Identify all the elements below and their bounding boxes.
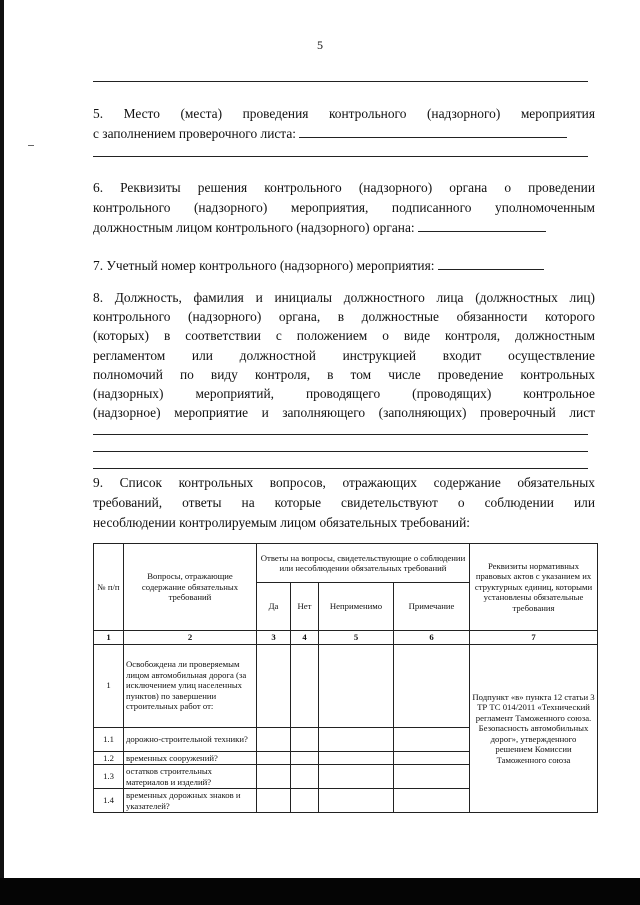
section-8 bbox=[93, 288, 595, 422]
row-num: 1 bbox=[94, 644, 124, 727]
row-question: остатков строительных материалов и изделий? bbox=[124, 765, 257, 789]
scan-edge-bottom bbox=[0, 878, 640, 905]
answer-note-cell[interactable] bbox=[394, 789, 470, 813]
header-no: Нет bbox=[291, 583, 319, 631]
row-num: 1.3 bbox=[94, 765, 124, 789]
section-7-line bbox=[93, 256, 595, 276]
scan-speck bbox=[28, 145, 34, 146]
col-number: 3 bbox=[257, 631, 291, 645]
section-6-line: 6. Реквизиты решения контрольного (надзорного) органа о проведении bbox=[93, 180, 595, 195]
blank-line bbox=[93, 81, 588, 82]
blank-line bbox=[93, 468, 588, 469]
row-num: 1.2 bbox=[94, 751, 124, 765]
section-7 bbox=[93, 256, 595, 276]
answer-note-cell[interactable] bbox=[394, 765, 470, 789]
header-note: Примечание bbox=[394, 583, 470, 631]
section-8-line: полномочий по виду контроля, в том числе проведение контрольных bbox=[93, 366, 595, 382]
header-num: № п/п bbox=[94, 544, 124, 631]
section-7-text: 7. Учетный номер контрольного (надзорного) мероприятия: bbox=[93, 258, 435, 273]
col-number: 4 bbox=[291, 631, 319, 645]
answer-yes-cell[interactable] bbox=[257, 644, 291, 727]
section-5 bbox=[93, 104, 595, 144]
row-question: временных дорожных знаков и указателей? bbox=[124, 789, 257, 813]
header-answers-group: Ответы на вопросы, свидетельствующие о соблюдении или несоблюдении обязательных требований bbox=[257, 544, 470, 583]
header-requisites: Реквизиты нормативных правовых актов с указанием их структурных единиц, которыми установлены обязательные требования bbox=[470, 544, 598, 631]
blank-line bbox=[93, 434, 588, 435]
answer-na-cell[interactable] bbox=[319, 644, 394, 727]
fill-in-field[interactable] bbox=[418, 219, 546, 232]
section-8-line: (надзорное) мероприятие и заполняющего (заполняющих) проверочный лист bbox=[93, 405, 595, 421]
fill-in-field[interactable] bbox=[438, 257, 544, 270]
requisites-cell: Подпункт «в» пункта 12 статьи 3 ТР ТС 014/2011 «Технический регламент Таможенного союза. Безопасность автомобильных дорог», утвержденного решением Комиссии Таможенного союза bbox=[470, 644, 598, 813]
row-num: 1.1 bbox=[94, 727, 124, 751]
answer-note-cell[interactable] bbox=[394, 644, 470, 727]
answer-na-cell[interactable] bbox=[319, 765, 394, 789]
answer-yes-cell[interactable] bbox=[257, 765, 291, 789]
answer-no-cell[interactable] bbox=[291, 751, 319, 765]
section-8-line: (которых) в соответствии с положением о виде контроля, должностным bbox=[93, 328, 595, 344]
section-6-line bbox=[93, 218, 595, 238]
table-row bbox=[94, 644, 598, 727]
answer-note-cell[interactable] bbox=[394, 727, 470, 751]
row-question: временных сооружений? bbox=[124, 751, 257, 765]
section-9-line: требований, ответы на которые свидетельствуют о соблюдении или bbox=[93, 495, 595, 510]
header-questions: Вопросы, отражающие содержание обязательных требований bbox=[124, 544, 257, 631]
section-5-text: с заполнением проверочного листа: bbox=[93, 126, 296, 141]
page-number: 5 bbox=[317, 38, 323, 52]
answer-yes-cell[interactable] bbox=[257, 789, 291, 813]
answer-na-cell[interactable] bbox=[319, 727, 394, 751]
col-number: 5 bbox=[319, 631, 394, 645]
fill-in-field[interactable] bbox=[299, 125, 567, 138]
answer-no-cell[interactable] bbox=[291, 765, 319, 789]
col-number: 1 bbox=[94, 631, 124, 645]
scan-edge-left bbox=[0, 0, 4, 905]
section-6 bbox=[93, 178, 595, 238]
answer-na-cell[interactable] bbox=[319, 789, 394, 813]
answer-no-cell[interactable] bbox=[291, 644, 319, 727]
section-5-line bbox=[93, 124, 595, 144]
answer-na-cell[interactable] bbox=[319, 751, 394, 765]
answer-note-cell[interactable] bbox=[394, 751, 470, 765]
col-number: 2 bbox=[124, 631, 257, 645]
answer-yes-cell[interactable] bbox=[257, 751, 291, 765]
section-6-text: должностным лицом контрольного (надзорного) органа: bbox=[93, 220, 415, 235]
header-na: Неприменимо bbox=[319, 583, 394, 631]
section-8-line: (надзорных) мероприятий, проводящего (проводящих) контрольное bbox=[93, 386, 595, 402]
header-yes: Да bbox=[257, 583, 291, 631]
col-number: 6 bbox=[394, 631, 470, 645]
section-9 bbox=[93, 473, 595, 533]
row-question: дорожно-строительной техники? bbox=[124, 727, 257, 751]
section-6-line: контрольного (надзорного) мероприятия, подписанного уполномоченным bbox=[93, 200, 595, 215]
blank-line bbox=[93, 156, 588, 157]
section-8-line: 8. Должность, фамилия и инициалы должностного лица (должностных лиц) bbox=[93, 290, 595, 305]
section-9-line: 9. Список контрольных вопросов, отражающих содержание обязательных bbox=[93, 475, 595, 490]
row-question: Освобождена ли проверяемым лицом автомобильная дорога (за исключением улиц населенных пунктов) по завершении строительных работ от: bbox=[124, 644, 257, 727]
col-number: 7 bbox=[470, 631, 598, 645]
answer-yes-cell[interactable] bbox=[257, 727, 291, 751]
section-9-line: несоблюдении контролируемым лицом обязательных требований: bbox=[93, 515, 470, 530]
answer-no-cell[interactable] bbox=[291, 789, 319, 813]
section-8-line: контрольного (надзорного) органа, в должностные обязанности которого bbox=[93, 309, 595, 325]
row-num: 1.4 bbox=[94, 789, 124, 813]
checklist-table bbox=[93, 543, 598, 813]
section-5-line: 5. Место (места) проведения контрольного (надзорного) мероприятия bbox=[93, 106, 595, 121]
section-8-line: регламентом или должностной инструкцией входит осуществление bbox=[93, 347, 595, 363]
blank-line bbox=[93, 451, 588, 452]
answer-no-cell[interactable] bbox=[291, 727, 319, 751]
